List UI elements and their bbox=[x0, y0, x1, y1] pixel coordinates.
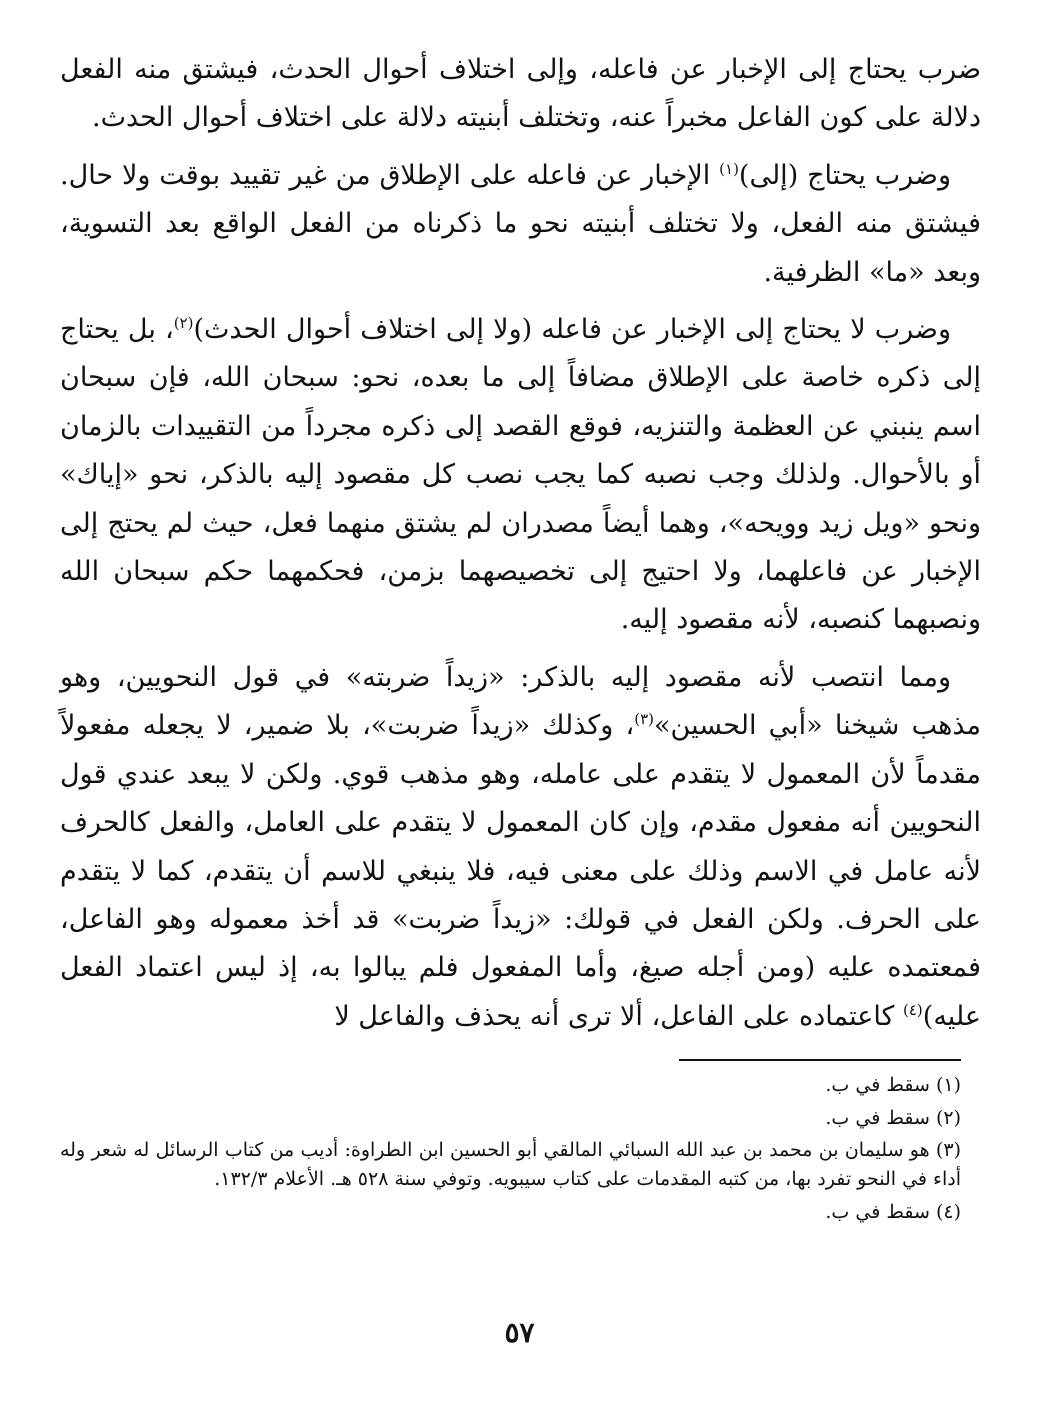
footnote-marker[interactable]: (٣) bbox=[634, 710, 654, 729]
footnote-separator bbox=[679, 1059, 961, 1061]
text-run: ، بل يحتاج إلى ذكره خاصة على الإطلاق مضافاً إلى ما بعده، نحو: سبحان الله، فإن سبحان اسم ينبني عن العظمة والتنزيه، فوقع القصد إلى ذكره مجرداً من التقييدات بالزمان أو بالأحوال. ولذلك وجب نصبه كما يجب نصب كل مقصود إليه بالذكر، نحو «إياك» ونحو «ويل زيد وويحه»، وهما أيضاً مصدران لم يشتق منهما فعل، حيث لم يحتج إلى الإخبار عن فاعلهما، ولا احتيج إلى تخصيصهما بزمن، فحكمهما حكم سبحان الله ونصبهما كنصبه، لأنه مقصود إليه. bbox=[60, 314, 981, 636]
text-run: كاعتماده على الفاعل، ألا ترى أنه يحذف والفاعل لا bbox=[334, 1000, 903, 1032]
footnote bbox=[60, 1103, 961, 1133]
text-run: ، وكذلك «زيداً ضربت»، بلا ضمير، لا يجعله مفعولاً مقدماً لأن المعمول لا يتقدم على عامله، وهو مذهب قوي. ولكن لا يبعد عندي قول النحويين أنه مفعول مقدم، وإن كان المعمول لا يتقدم على العامل، والفعل كالحرف لأنه عامل في الاسم وذلك على معنى فيه، فلا ينبغي للاسم أن يتقدم، كما لا يتقدم على الحرف. ولكن الفعل في قولك: «زيداً ضربت» قد أخذ معموله وهو الفاعل، فمعتمده عليه (ومن أجله صيغ، وأما المفعول فلم يبالوا به، إذ ليس اعتماد الفعل عليه) bbox=[60, 710, 981, 1032]
footnote-number: (٤) bbox=[935, 1201, 961, 1223]
paragraph bbox=[60, 152, 981, 297]
paragraph bbox=[60, 46, 981, 143]
footnote-number: (٢) bbox=[935, 1107, 961, 1129]
page-number: ٥٧ bbox=[504, 1316, 535, 1349]
footnote-number: (٣) bbox=[935, 1139, 961, 1161]
footnote-marker[interactable]: (١) bbox=[719, 159, 739, 178]
text-run: ومما انتصب لأنه مقصود إليه بالذكر: «زيداً ضربته» في قول النحويين، وهو مذهب شيخنا «أبي الحسين» bbox=[60, 661, 981, 742]
text-run: وضرب لا يحتاج إلى الإخبار عن فاعله (ولا إلى اختلاف أحوال الحدث) bbox=[193, 314, 952, 346]
footnotes bbox=[60, 1070, 961, 1230]
footnote-marker[interactable]: (٢) bbox=[173, 314, 194, 333]
footnote bbox=[60, 1070, 961, 1100]
footnote-text: سقط في ب. bbox=[825, 1074, 930, 1096]
text-run: الإخبار عن فاعله على الإطلاق من غير تقييد بوقت ولا حال. فيشتق منه الفعل، ولا تختلف أبنيته نحو ما ذكرناه من الفعل الواقع بعد التسوية، وبعد «ما» الظرفية. bbox=[60, 159, 981, 288]
text-run: ضرب يحتاج إلى الإخبار عن فاعله، وإلى اختلاف أحوال الحدث، فيشتق منه الفعل دلالة على كون الفاعل مخبراً عنه، وتختلف أبنيته دلالة على اختلاف أحوال الحدث. bbox=[60, 54, 981, 134]
paragraph bbox=[60, 306, 981, 645]
footnote-number: (١) bbox=[935, 1074, 961, 1096]
text-run: وضرب يحتاج (إلى) bbox=[738, 159, 951, 191]
main-text bbox=[60, 46, 981, 1050]
footnote-text: هو سليمان بن محمد بن عبد الله السبائي المالقي أبو الحسين ابن الطراوة: أديب من كتاب الرسائل له شعر وله أداء في النحو تفرد بها، من كتبه المقدمات على كتاب سيبويه. وتوفي سنة ٥٢٨ هـ. الأعلام ١٣٢/٣. bbox=[60, 1139, 961, 1190]
paragraph bbox=[60, 654, 981, 1041]
footnote-text: سقط في ب. bbox=[825, 1107, 930, 1129]
footnote bbox=[60, 1136, 961, 1194]
footnote-marker[interactable]: (٤) bbox=[903, 1000, 923, 1019]
footnote-text: سقط في ب. bbox=[825, 1201, 930, 1223]
footnote bbox=[60, 1197, 961, 1227]
